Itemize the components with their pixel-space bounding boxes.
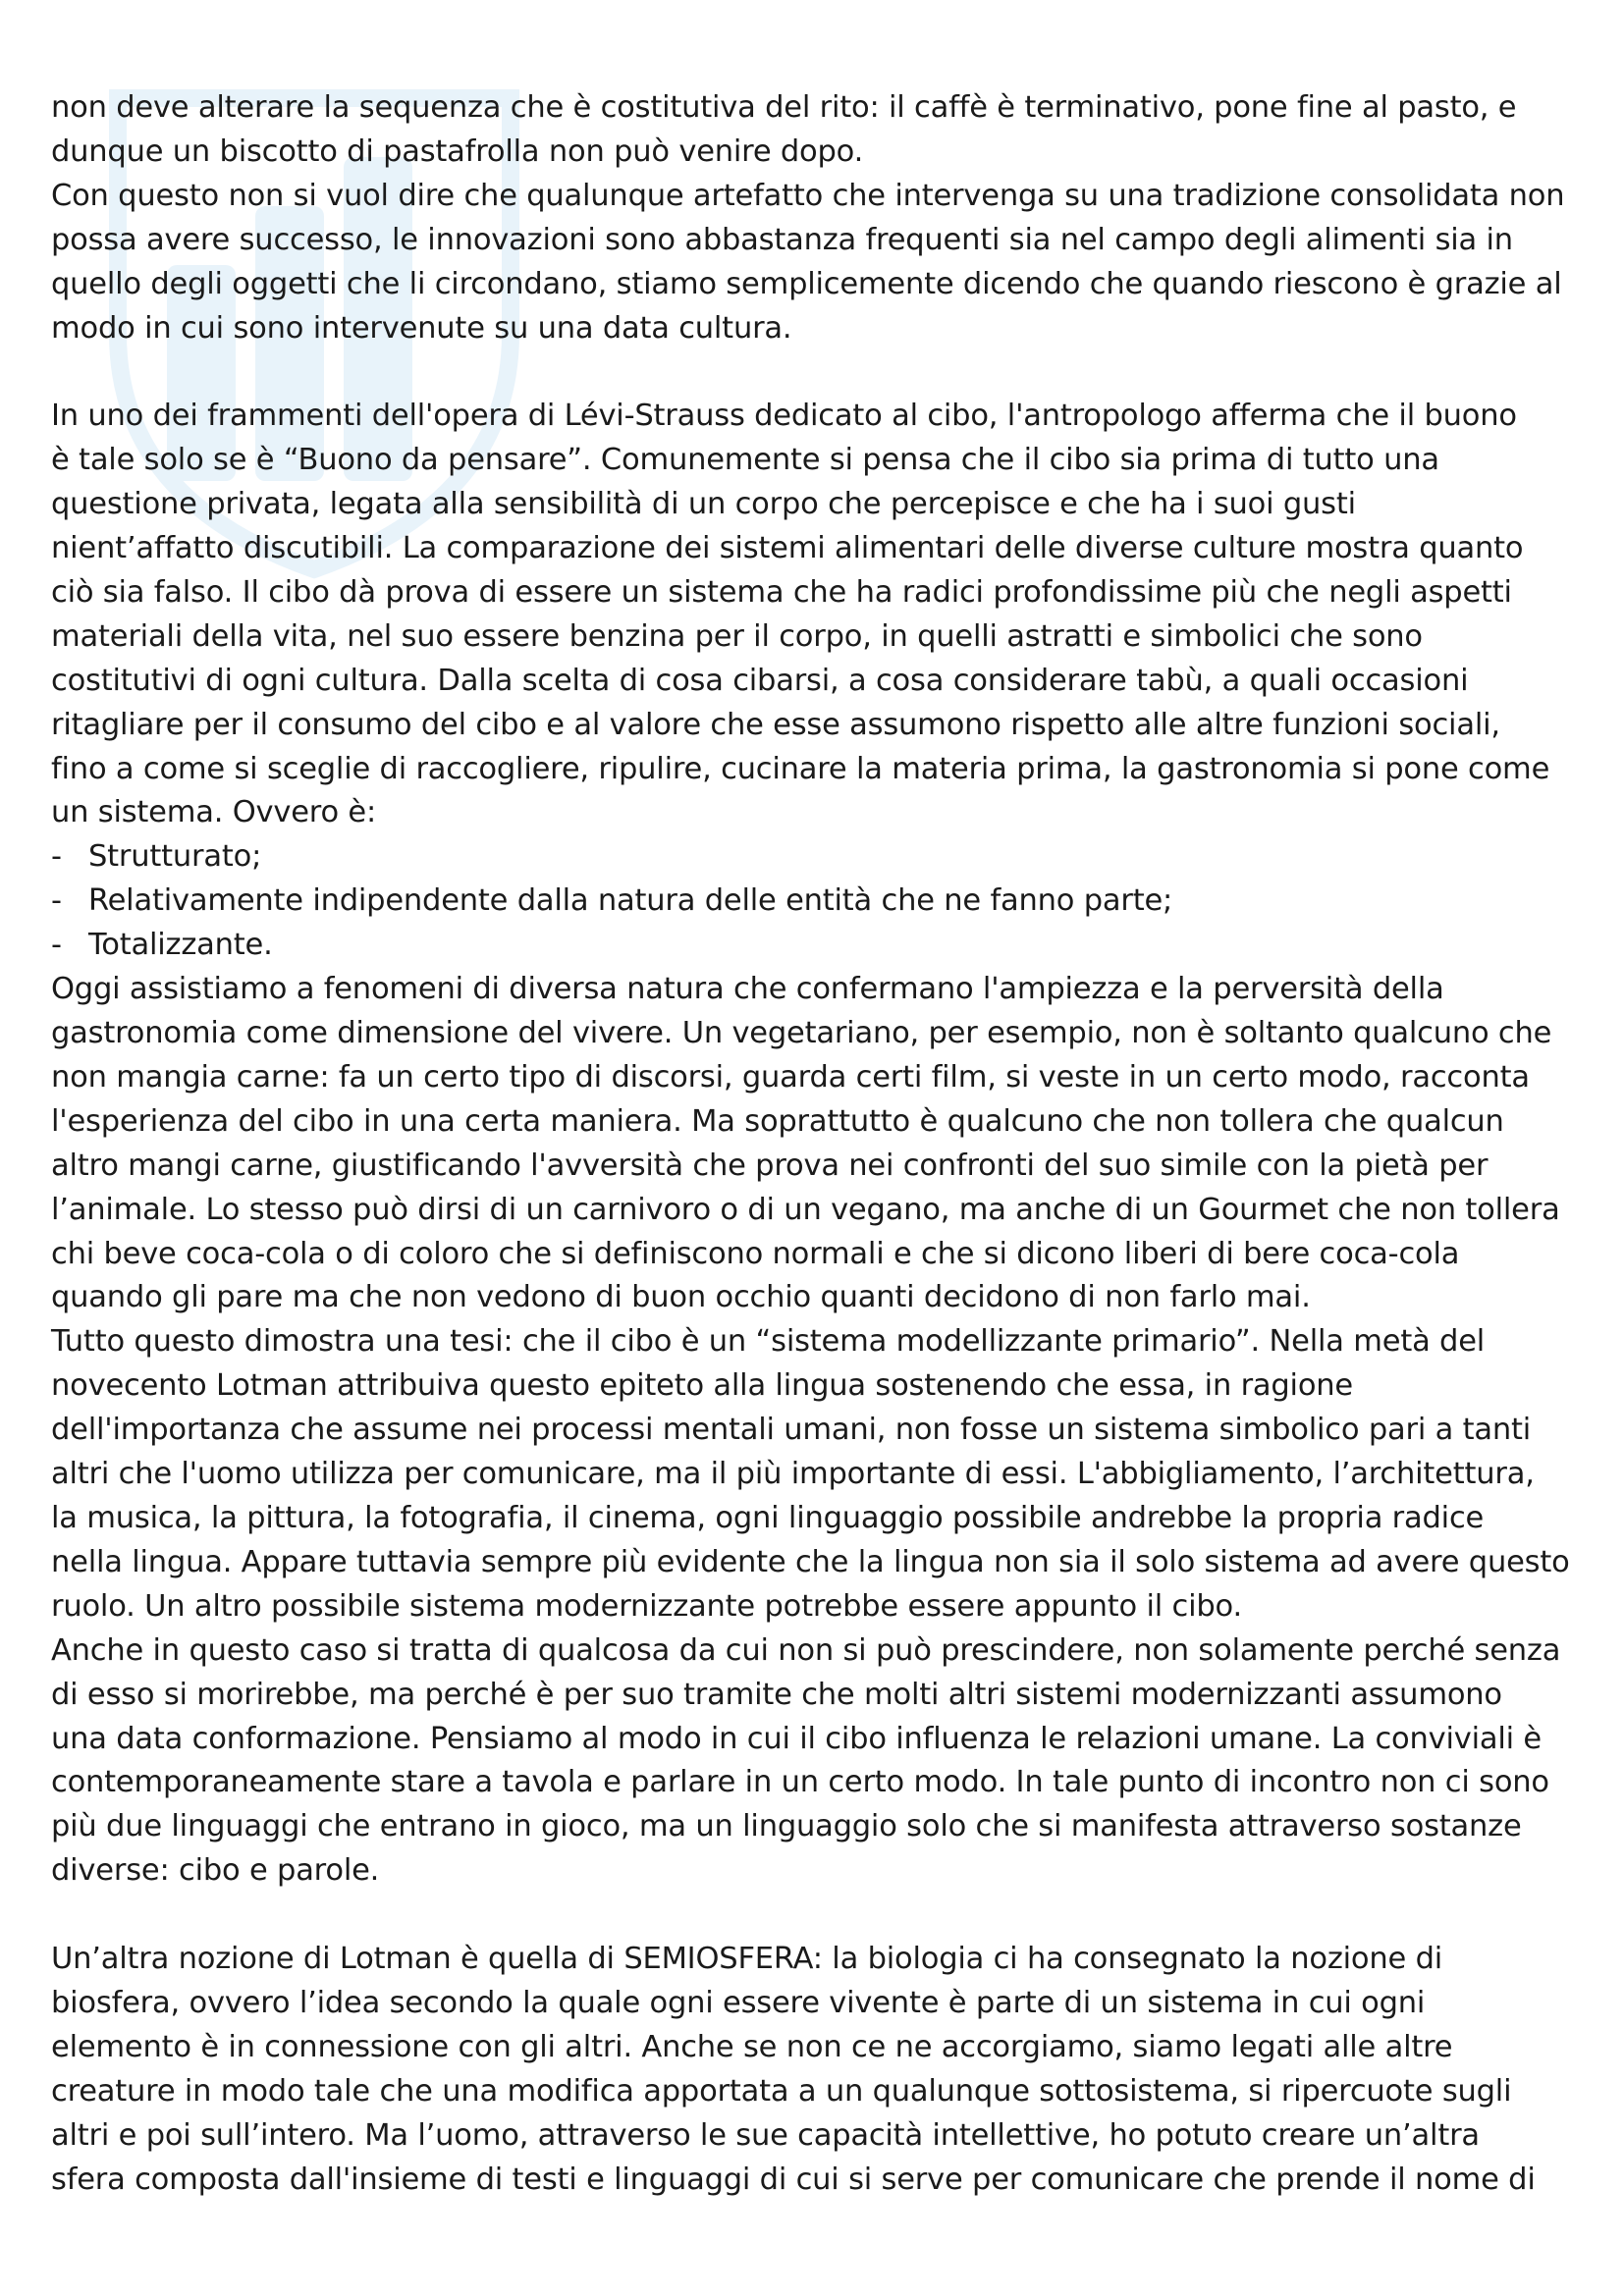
text-line: Anche in questo caso si tratta di qualcosa da cui non si può prescindere, non solamente perché senza (51, 1632, 1561, 1668)
text-line: una data conformazione. Pensiamo al modo in cui il cibo influenza le relazioni umane. La conviviali è (51, 1721, 1542, 1756)
text-line: altro mangi carne, giustificando l'avversità che prova nei confronti del suo simile con la pietà per (51, 1148, 1489, 1183)
text-line: ritagliare per il consumo del cibo e al valore che esse assumono rispetto alle altre funzioni sociali, (51, 707, 1500, 742)
paragraph-gap (51, 350, 1583, 395)
text-line: è tale solo se è “Buono da pensare”. Comunemente si pensa che il cibo sia prima di tutto una (51, 443, 1439, 478)
text-line: altri e poi sull’intero. Ma l’uomo, attraverso le sue capacità intellettive, ho potuto creare un’altra (51, 2117, 1480, 2153)
text-line: diverse: cibo e parole. (51, 1853, 380, 1889)
bullet-list (51, 835, 1583, 968)
text-line: ciò sia falso. Il cibo dà prova di essere un sistema che ha radici profondissime più che negli aspetti (51, 574, 1512, 610)
text-line: dunque un biscotto di pastafrolla non può venire dopo. (51, 133, 864, 169)
text-line: questione privata, legata alla sensibilità di un corpo che percepisce e che ha i suoi gusti (51, 487, 1356, 522)
text-line: non deve alterare la sequenza che è costitutiva del rito: il caffè è terminativo, pone fine al pasto, e (51, 90, 1517, 125)
text-line: la musica, la pittura, la fotografia, il cinema, ogni linguaggio possibile andrebbe la propria radice (51, 1500, 1485, 1535)
text-line: non mangia carne: fa un certo tipo di discorsi, guarda certi film, si veste in un certo modo, racconta (51, 1059, 1530, 1095)
bullet-dash: - (51, 883, 62, 919)
text-line: dell'importanza che assume nei processi mentali umani, non fosse un sistema simbolico pari a tanti (51, 1413, 1531, 1448)
text-line: Oggi assistiamo a fenomeni di diversa natura che confermano l'ampiezza e la perversità della (51, 972, 1444, 1007)
paragraph (51, 1938, 1583, 2202)
text-line: biosfera, ovvero l’idea secondo la quale ogni essere vivente è parte di un sistema in cui ogni (51, 1985, 1426, 2020)
list-item-text: Relativamente indipendente dalla natura delle entità che ne fanno parte; (88, 883, 1173, 919)
paragraph (51, 968, 1583, 1894)
text-line: creature in modo tale che una modifica apportata a un qualunque sottosistema, si ripercuote sugli (51, 2073, 1512, 2109)
document-page (51, 86, 1583, 2202)
paragraph (51, 395, 1583, 835)
text-line: altri che l'uomo utilizza per comunicare, ma il più importante di essi. L'abbigliamento, l’architettura, (51, 1457, 1535, 1492)
text-line: un sistema. Ovvero è: (51, 795, 377, 830)
list-item (51, 880, 1583, 924)
text-line: contemporaneamente stare a tavola e parlare in un certo modo. In tale punto di incontro non ci sono (51, 1765, 1549, 1800)
text-line: fino a come si sceglie di raccogliere, ripulire, cucinare la materia prima, la gastronomia si pone come (51, 751, 1550, 786)
text-line: quello degli oggetti che li circondano, stiamo semplicemente dicendo che quando riescono è grazie al (51, 266, 1562, 301)
text-line: nella lingua. Appare tuttavia sempre più evidente che la lingua non sia il solo sistema ad avere questo (51, 1544, 1570, 1579)
text-line: gastronomia come dimensione del vivere. Un vegetariano, per esempio, non è soltanto qualcuno che (51, 1016, 1552, 1051)
list-item (51, 835, 1583, 880)
list-item (51, 924, 1583, 968)
text-line: più due linguaggi che entrano in gioco, ma un linguaggio solo che si manifesta attraverso sostanze (51, 1809, 1522, 1844)
text-line: Tutto questo dimostra una tesi: che il cibo è un “sistema modellizzante primario”. Nella metà del (51, 1324, 1486, 1360)
text-line: di esso si morirebbe, ma perché è per suo tramite che molti altri sistemi modernizzanti assumono (51, 1677, 1502, 1712)
bullet-dash: - (51, 928, 62, 963)
list-item-text: Strutturato; (88, 839, 262, 875)
text-line: ruolo. Un altro possibile sistema modernizzante potrebbe essere appunto il cibo. (51, 1588, 1242, 1624)
paragraph (51, 86, 1583, 350)
text-line: elemento è in connessione con gli altri. Anche se non ce ne accorgiamo, siamo legati alle altre (51, 2029, 1453, 2064)
text-line: nient’affatto discutibili. La comparazione dei sistemi alimentari delle diverse culture mostra quanto (51, 531, 1524, 566)
bullet-dash: - (51, 839, 62, 875)
text-line: In uno dei frammenti dell'opera di Lévi-Strauss dedicato al cibo, l'antropologo afferma che il buono (51, 399, 1517, 434)
paragraph-gap (51, 1894, 1583, 1938)
text-line: costitutivi di ogni cultura. Dalla scelta di cosa cibarsi, a cosa considerare tabù, a quali occasioni (51, 663, 1469, 698)
text-line: materiali della vita, nel suo essere benzina per il corpo, in quelli astratti e simbolici che sono (51, 618, 1423, 654)
text-line: chi beve coca-cola o di coloro che si definiscono normali e che si dicono liberi di bere coca-cola (51, 1236, 1460, 1271)
text-line: Con questo non si vuol dire che qualunque artefatto che intervenga su una tradizione consolidata non (51, 178, 1565, 213)
text-line: modo in cui sono intervenute su una data cultura. (51, 310, 792, 346)
text-line: quando gli pare ma che non vedono di buon occhio quanti decidono di non farlo mai. (51, 1280, 1311, 1315)
text-line: novecento Lotman attribuiva questo epiteto alla lingua sostenendo che essa, in ragione (51, 1368, 1353, 1404)
text-line: l'esperienza del cibo in una certa maniera. Ma soprattutto è qualcuno che non tollera che qualcun (51, 1103, 1504, 1139)
text-line: possa avere successo, le innovazioni sono abbastanza frequenti sia nel campo degli alimenti sia in (51, 222, 1513, 257)
text-line: l’animale. Lo stesso può dirsi di un carnivoro o di un vegano, ma anche di un Gourmet che non tollera (51, 1192, 1560, 1227)
list-item-text: Totalizzante. (88, 928, 273, 963)
text-line: Un’altra nozione di Lotman è quella di SEMIOSFERA: la biologia ci ha consegnato la nozione di (51, 1942, 1443, 1977)
text-line: sfera composta dall'insieme di testi e linguaggi di cui si serve per comunicare che prende il nome di (51, 2162, 1536, 2197)
